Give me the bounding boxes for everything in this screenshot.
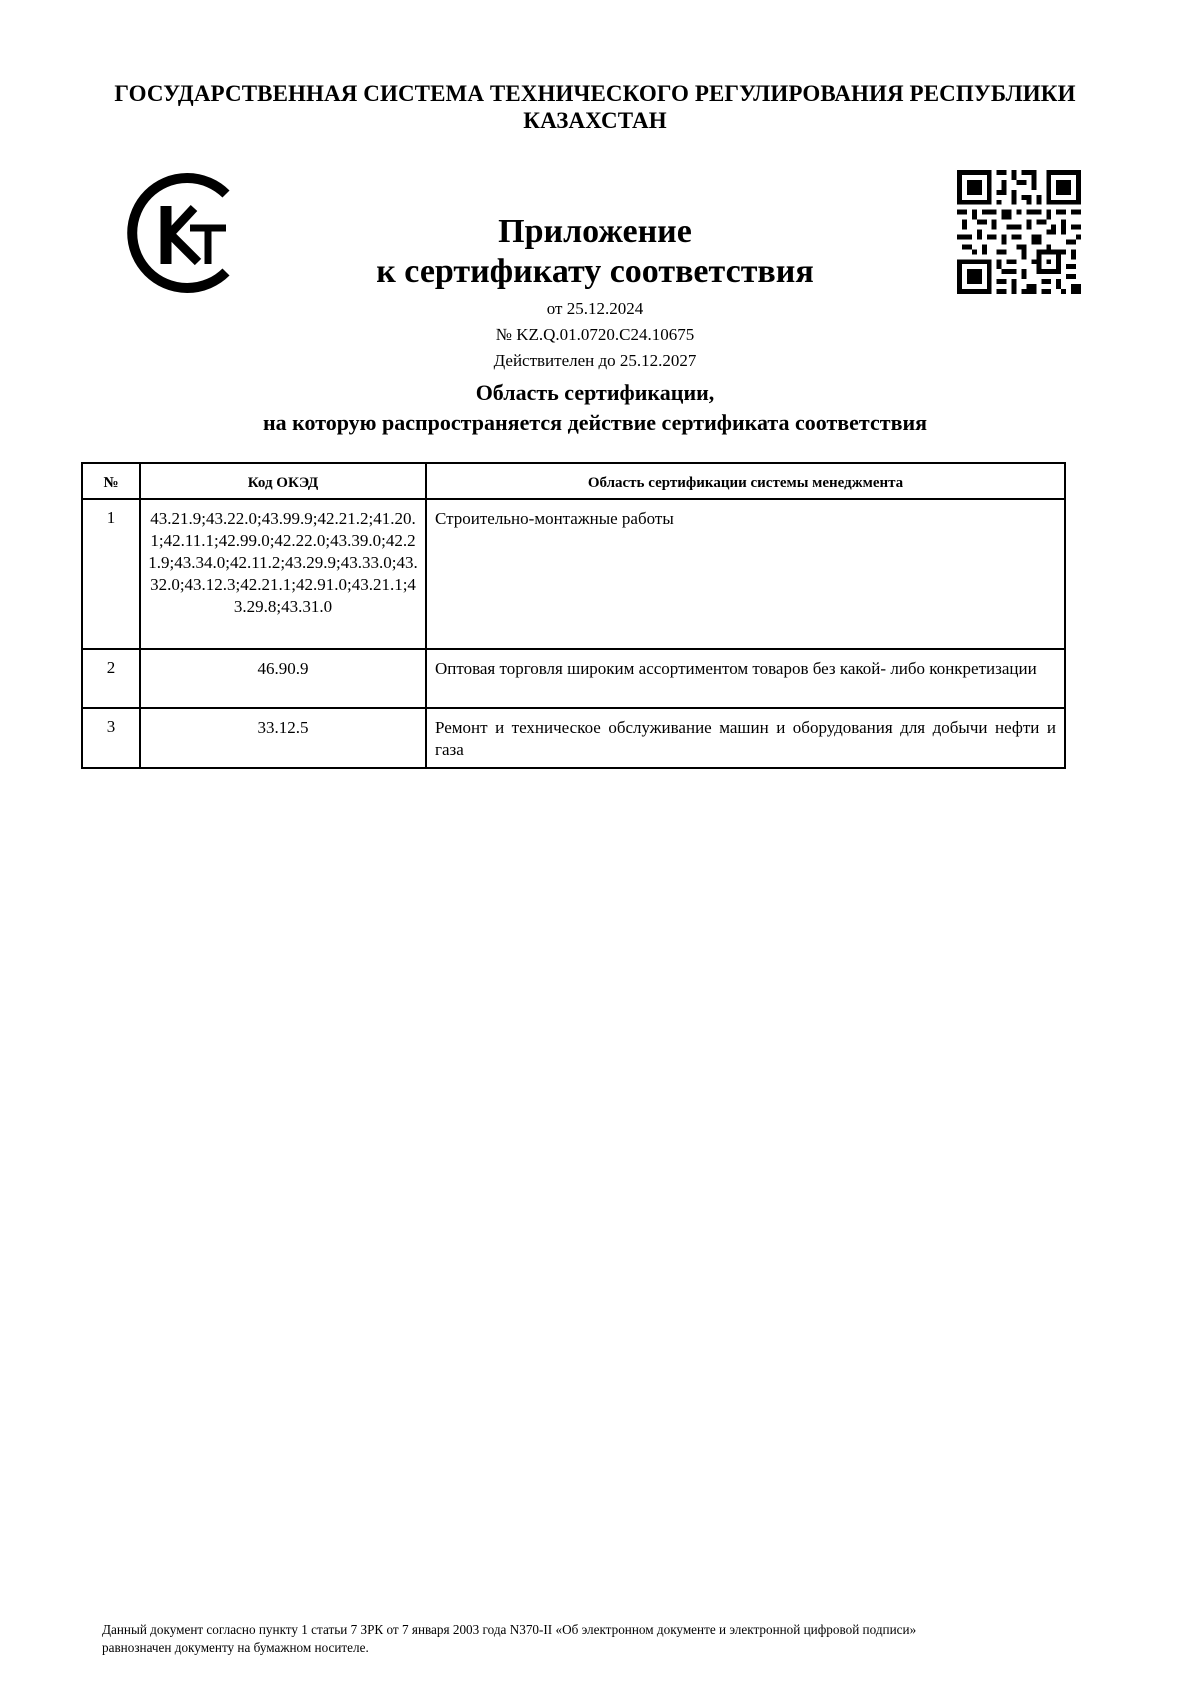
table-row xyxy=(82,649,1065,708)
certificate-number: № KZ.Q.01.0720.C24.10675 xyxy=(495,325,695,344)
footer-line-2: равнозначен документу на бумажном носителе. xyxy=(102,1640,369,1655)
page-header xyxy=(60,80,1130,134)
certification-scope-table xyxy=(81,462,1066,769)
column-header-okved-code: Код ОКЭД xyxy=(140,463,426,499)
certificate-date: от 25.12.2024 xyxy=(546,299,644,318)
header-line-1: ГОСУДАРСТВЕННАЯ СИСТЕМА ТЕХНИЧЕСКОГО РЕГУЛИРОВАНИЯ РЕСПУБЛИКИ xyxy=(114,81,1076,106)
legal-footer-note xyxy=(102,1621,1102,1657)
certificate-valid-until: Действителен до 25.12.2027 xyxy=(493,351,697,370)
scope-heading-line-1: Область сертификации, xyxy=(475,380,715,405)
row-scope: Оптовая торговля широким ассортиментом товаров без какой- либо конкретизации xyxy=(426,649,1065,708)
row-scope: Строительно-монтажные работы xyxy=(426,499,1065,649)
column-header-number: № xyxy=(82,463,140,499)
table-header-row xyxy=(82,463,1065,499)
row-number: 2 xyxy=(82,649,140,708)
title-line-2: к сертификату соответствия xyxy=(376,253,814,290)
table-row xyxy=(82,708,1065,768)
table-row xyxy=(82,499,1065,649)
scope-heading-line-2: на которую распространяется действие сертификата соответствия xyxy=(262,410,928,435)
row-scope: Ремонт и техническое обслуживание машин и оборудования для добычи нефти и газа xyxy=(426,708,1065,768)
footer-line-1: Данный документ согласно пункту 1 статьи 7 ЗРК от 7 января 2003 года N370-II «Об электронном документе и электронной цифровой подписи» xyxy=(102,1622,917,1637)
title-block xyxy=(150,212,1040,438)
row-number: 1 xyxy=(82,499,140,649)
row-okved-code: 46.90.9 xyxy=(140,649,426,708)
row-okved-code: 43.21.9;43.22.0;43.99.9;42.21.2;41.20.1;42.11.1;42.99.0;42.22.0;43.39.0;42.21.9;43.34.0;42.11.2;43.29.9;43.33.0;43.32.0;43.12.3;42.21.1;42.91.0;43.21.1;43.29.8;43.31.0 xyxy=(140,499,426,649)
column-header-scope: Область сертификации системы менеджмента xyxy=(426,463,1065,499)
header-line-2: КАЗАХСТАН xyxy=(523,108,667,133)
row-okved-code: 33.12.5 xyxy=(140,708,426,768)
title-line-1: Приложение xyxy=(498,213,692,250)
row-number: 3 xyxy=(82,708,140,768)
